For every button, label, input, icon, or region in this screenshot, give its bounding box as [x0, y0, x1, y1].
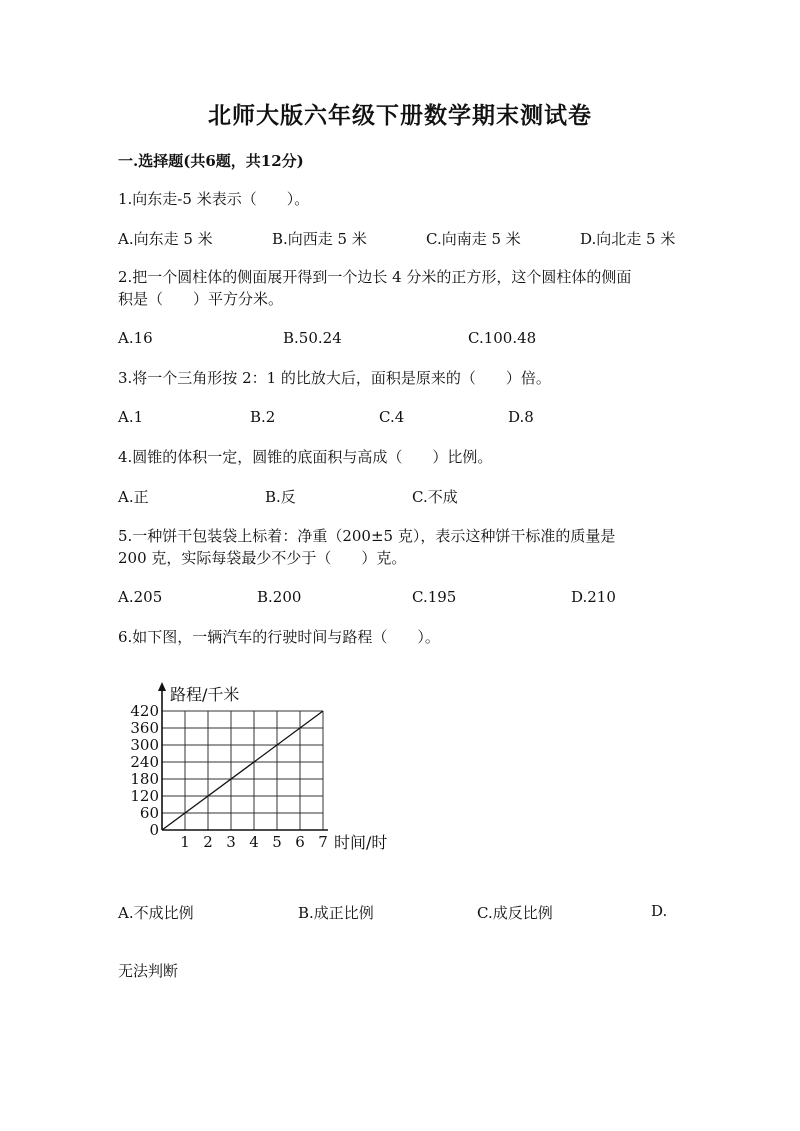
question-1-option-c: C.向南走 5 米	[426, 230, 521, 248]
question-2-option-b: B.50.24	[283, 329, 342, 347]
question-3-option-d: D.8	[508, 408, 534, 426]
y-tick-label: 420	[130, 702, 159, 720]
question-5-stem-line-1: 5.一种饼干包装袋上标着：净重（200±5 克），表示这种饼干标准的质量是	[118, 527, 616, 545]
question-6-stem: 6.如下图，一辆汽车的行驶时间与路程（ ）。	[118, 628, 440, 646]
question-5-option-d: D.210	[571, 588, 616, 606]
y-tick-label: 120	[130, 787, 159, 805]
y-tick-label: 60	[139, 804, 159, 822]
question-4-option-a: A.正	[118, 488, 149, 506]
chart-axes	[158, 682, 328, 830]
distance-time-chart	[114, 680, 414, 860]
question-2-stem-line-2: 积是（ ）平方分米。	[118, 290, 284, 308]
question-6-option-b: B.成正比例	[298, 904, 374, 922]
y-axis-title: 路程/千米	[170, 685, 240, 704]
question-4-option-c: C.不成	[412, 488, 458, 506]
x-axis-title: 时间/时	[334, 833, 388, 852]
page-title: 北师大版六年级下册数学期末测试卷	[208, 102, 592, 129]
y-tick-label: 240	[130, 753, 159, 771]
question-6-option-a: A.不成比例	[118, 904, 194, 922]
question-5-stem-line-2: 200 克，实际每袋最少不少于（ ）克。	[118, 549, 407, 567]
chart-labels	[130, 702, 327, 851]
question-3-option-b: B.2	[250, 408, 276, 426]
x-tick-label: 7	[318, 833, 328, 851]
y-tick-label: 180	[130, 770, 159, 788]
question-3-option-a: A.1	[118, 408, 144, 426]
series-line	[162, 711, 323, 830]
y-tick-label: 0	[149, 821, 159, 839]
x-tick-label: 6	[295, 833, 305, 851]
y-tick-label: 300	[130, 736, 159, 754]
x-tick-label: 3	[226, 833, 236, 851]
question-5-option-a: A.205	[118, 588, 163, 606]
question-6-option-d: D.	[651, 902, 668, 920]
question-1-stem: 1.向东走-5 米表示（ ）。	[118, 190, 310, 208]
question-2-stem-line-1: 2.把一个圆柱体的侧面展开得到一个边长 4 分米的正方形，这个圆柱体的侧面	[118, 268, 632, 286]
question-4-stem: 4.圆锥的体积一定，圆锥的底面积与高成（ ）比例。	[118, 448, 493, 466]
x-tick-label: 4	[249, 833, 259, 851]
x-tick-label: 5	[272, 833, 282, 851]
x-tick-label: 1	[180, 833, 190, 851]
chart-series	[162, 711, 323, 830]
x-tick-label: 2	[203, 833, 213, 851]
question-1-option-d: D.向北走 5 米	[580, 230, 676, 248]
question-1-option-a: A.向东走 5 米	[118, 230, 213, 248]
question-5-option-b: B.200	[257, 588, 302, 606]
question-4-option-b: B.反	[265, 488, 296, 506]
question-2-option-c: C.100.48	[468, 329, 537, 347]
question-6-option-d-continuation: 无法判断	[118, 962, 179, 980]
question-1-option-b: B.向西走 5 米	[272, 230, 367, 248]
section-heading: 一.选择题(共6题，共12分)	[118, 152, 304, 170]
question-3-stem: 3.将一个三角形按 2：1 的比放大后，面积是原来的（ ）倍。	[118, 369, 551, 387]
question-6-option-c: C.成反比例	[477, 904, 553, 922]
question-3-option-c: C.4	[379, 408, 405, 426]
question-2-option-a: A.16	[118, 329, 153, 347]
question-5-option-c: C.195	[412, 588, 457, 606]
y-axis-arrow	[158, 682, 166, 691]
y-tick-label: 360	[130, 719, 159, 737]
